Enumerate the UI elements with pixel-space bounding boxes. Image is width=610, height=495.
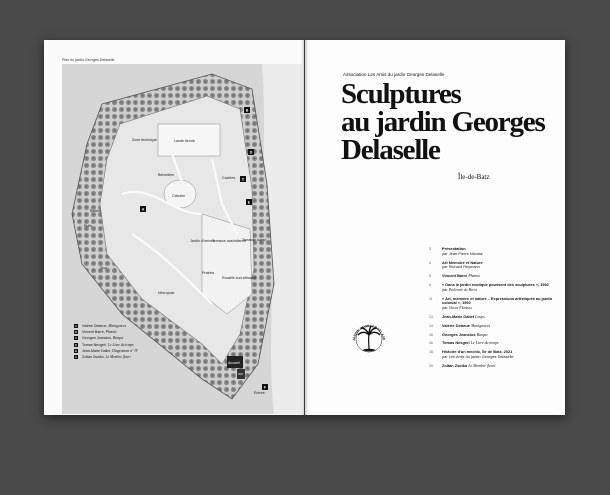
marker-f-label: F (263, 385, 267, 390)
toc-entry[interactable]: 14 Valérie Delarue Manigances (429, 322, 491, 328)
marker-d-label: D (249, 150, 253, 155)
toc-entry[interactable]: 4 Art Mémoire et Nature par Richard Reymann (429, 259, 483, 270)
label-entree: Entrée (254, 391, 265, 395)
place-name: Île-de-Batz (458, 173, 490, 181)
garden-map (62, 64, 302, 414)
map-title: Plan du jardin Georges Delaselle (62, 58, 115, 62)
label-wc: WC (238, 372, 243, 376)
logo-text: JARDIN GEORGES DELASE (351, 323, 386, 342)
toc-entry[interactable]: 18 Histoire d'un mechic, Île de Batz, 2021 par Les Amis du jardin Georges Delaselle (429, 349, 514, 359)
toc-entry[interactable]: 15 Georges Jeanclos Barque (429, 331, 488, 337)
marker-a-label: A (141, 207, 145, 212)
label-cactees: Cactées (222, 176, 236, 180)
toc-entry[interactable]: 16 Tomas Nexgerl Le Livre du temps (429, 340, 499, 346)
left-page (44, 40, 304, 415)
toc-entry[interactable]: 13 Jean-Marie Dallet Loups (429, 313, 485, 319)
book-gutter (301, 40, 309, 415)
legend-item: A Valérie Delarue, Manigances (74, 324, 127, 329)
association-logo (349, 319, 389, 359)
title-line: au jardin Georges (341, 106, 545, 138)
book-title (341, 80, 561, 164)
book-spread (44, 40, 565, 415)
toc-entry[interactable]: 5 Vincent Barré Phœnix (429, 273, 480, 279)
marker-e-label: E (247, 200, 251, 205)
legend-item: F Zoltán Zsolkó, Le Membre fleuri (75, 355, 131, 360)
title-line: Delaselle (341, 134, 440, 166)
label-puits: Puits (84, 224, 92, 228)
marker-c-label: C (241, 177, 245, 182)
association-name: Association Les Amis du jardin Georges Delaselle (343, 72, 445, 77)
label-prairies: Prairies (202, 271, 215, 275)
label-lande-fleurie: Lande fleurie (174, 139, 195, 143)
label-rocaille: Rocaille sud-africaine (222, 276, 257, 280)
label-tour: Tour (100, 266, 107, 270)
label-terrasse-australienne: Terrasse australienne (212, 239, 247, 243)
legend-item: C Georges Jeanclos, Barque (74, 336, 124, 341)
label-terrasse-ouest: Terrasse ouest (242, 238, 266, 242)
legend-item: D Tomas Nexgerl, Le Livre du temps (74, 342, 134, 347)
label-bassin: Bassin (90, 209, 101, 213)
map-legend (74, 323, 138, 360)
toc-entry[interactable]: 20 Zoltán Zsolkó Le Membre fleuri (429, 362, 496, 368)
legend-item: B Vincent Barré, Phœnix (74, 330, 117, 335)
label-necropole: Nécropole (158, 291, 175, 295)
label-zone-technique: Zone technique (132, 138, 157, 142)
label-jardin-herbes: Jardin d'herbes (190, 239, 215, 243)
title-line: Sculptures (341, 78, 461, 110)
right-page (305, 40, 565, 415)
toc-entry[interactable]: 6 « Dans le jardin exotique poussent des sculptures », 1992 par Ptolemée de Brest (429, 281, 549, 292)
legend-item: E Jean-Marie Dallet, Diagramme n° IV (74, 348, 138, 353)
terrasse-area (202, 214, 252, 314)
label-accueil: Accueil (228, 361, 240, 365)
toc-entry[interactable]: 3 Présentation par Jean-Pierre Nicolas (429, 246, 483, 256)
table-of-contents (429, 247, 559, 373)
label-calvaire: Calvaire (172, 194, 186, 198)
label-belvedere: Belvédère (158, 173, 175, 177)
toc-entry[interactable]: 11 « Art, mémoire et nature – Expressions artistiques au jardin colonial », 1992 par Oscar Flaneux (429, 295, 553, 311)
svg-text:JARDIN GEORGES DELASELLE (349, 319, 386, 341)
marker-b-label: B (245, 108, 249, 113)
